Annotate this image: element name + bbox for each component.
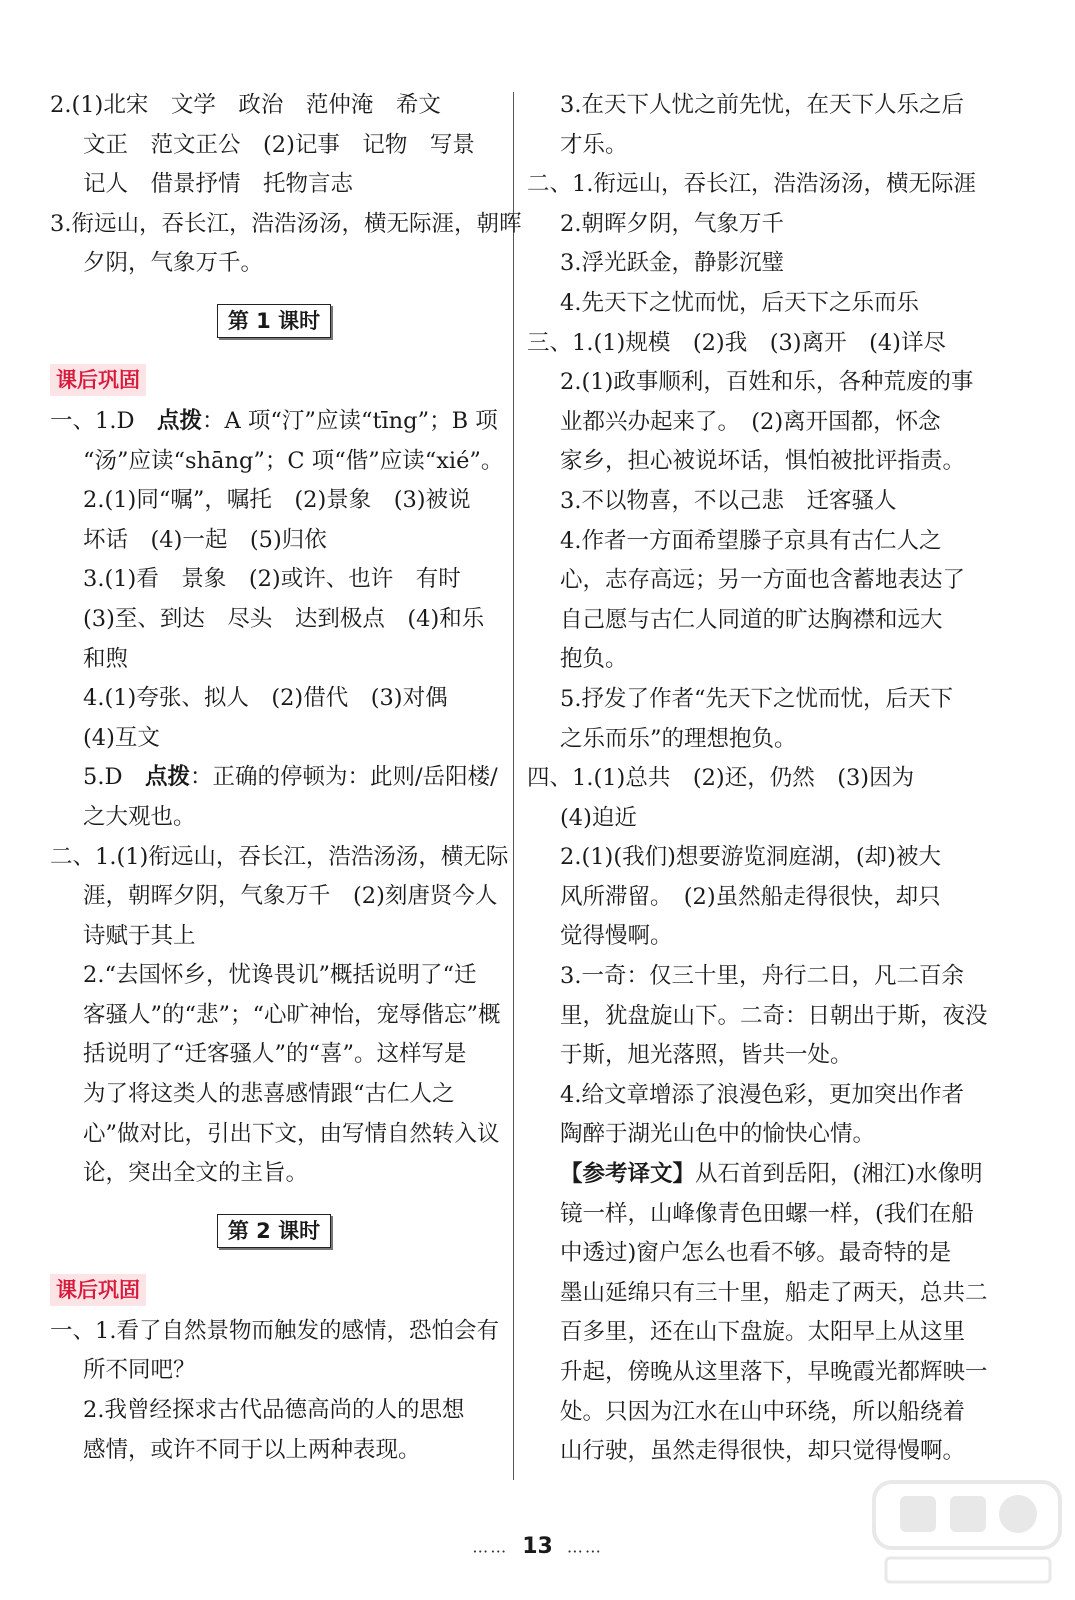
hint-label: 点拨 [157,407,203,434]
text-line: 家乡，担心被说坏话，惧怕被批评指责。 [560,448,966,475]
text-line: (4)互文 [83,724,160,751]
text-line: “汤”应读“shāng”；C 项“偕”应读“xié”。 [83,447,504,474]
text-line: 之大观也。 [83,803,196,830]
lesson-heading [50,1194,498,1268]
text-line: 二、1.衔远山，吞长江，浩浩汤汤，横无际涯 [527,171,976,198]
text-line: 风所滞留。 (2)虽然船走得很快，却只 [560,883,941,910]
text-line: 文正 范文正公 (2)记事 记物 写景 [83,131,475,158]
watermark-logo [872,1462,1064,1590]
text-line: 二、1.(1)衔远山，吞长江，浩浩汤汤，横无际 [50,843,509,870]
text-line [50,758,498,798]
text-line: 4.先天下之忧而忧，后天下之乐而乐 [560,289,919,316]
text-line: 4.(1)夸张、拟人 (2)借代 (3)对偶 [83,685,448,712]
text-line: 心”做对比，引出下文，由写情自然转入议 [83,1120,500,1147]
text-line: 2.“去国怀乡，忧谗畏讥”概括说明了“迁 [83,962,477,989]
text-line [50,402,498,442]
footer-dots-left: …… [472,1537,509,1557]
text-line: 3.(1)看 景象 (2)或许、也许 有时 [83,566,461,593]
text-line: 之乐而乐”的理想抱负。 [560,725,797,752]
text-line: (3)至、到达 尽头 达到极点 (4)和乐 [83,605,485,632]
hint-label: 点拨 [145,764,191,791]
text-line: 记人 借景抒情 托物言志 [83,171,354,198]
text-line: 业都兴办起来了。 (2)离开国都，怀念 [560,408,941,435]
text-line: 5.抒发了作者“先天下之忧而忧，后天下 [560,685,953,712]
text-line: 自己愿与古仁人同道的旷达胸襟和远大 [560,606,943,633]
text-line: 2.朝晖夕阴，气象万千 [560,210,784,237]
text-line: 客骚人”的“悲”；“心旷神怡，宠辱偕忘”概 [83,1001,501,1028]
text-line: 百多里，还在山下盘旋。太阳早上从这里 [560,1319,966,1346]
text-line: 诗赋于其上 [83,922,196,949]
section-label: 课后巩固 [50,1274,146,1306]
text-span: 从石首到岳阳，(湘江)水像明 [695,1161,983,1188]
column-divider [513,92,514,1480]
text-line: 夕阴，气象万千。 [83,250,264,277]
text-line: 感情，或许不同于以上两种表现。 [83,1436,421,1463]
text-span: ：A 项“汀”应读“tīng”；B 项 [202,407,498,434]
left-column [50,86,522,1470]
text-line: 3.在天下人忧之前先忧，在天下人乐之后 [560,92,964,118]
text-line: 为了将这类人的悲喜感情跟“古仁人之 [83,1081,455,1108]
text-line: 才乐。 [560,131,628,158]
page-number: 13 [522,1534,553,1559]
text-line: 升起，傍晚从这里落下，早晚霞光都辉映一 [560,1359,988,1385]
text-line: 2.我曾经探求古代品德高尚的人的思想 [83,1397,465,1424]
text-line: 2.(1)政事顺利，百姓和乐，各种荒废的事 [560,369,974,396]
text-line: 所不同吧？ [83,1357,196,1384]
text-line: 3.浮光跃金，静影沉璧 [560,250,784,277]
text-line: 括说明了“迁客骚人”的“喜”。这样写是 [83,1041,467,1068]
text-line: 镜一样，山峰像青色田螺一样，(我们在船 [560,1200,974,1227]
text-line: 处。只因为江水在山中环绕，所以船绕着 [560,1398,966,1425]
text-line: 3.不以物喜，不以己悲 迁客骚人 [560,487,897,514]
footer-dots-right: …… [566,1537,603,1557]
text-line: 三、1.(1)规模 (2)我 (3)离开 (4)详尽 [527,329,946,356]
text-line: 2.(1)(我们)想要游览洞庭湖，(却)被大 [560,844,941,871]
text-line: 四、1.(1)总共 (2)还，仍然 (3)因为 [527,765,915,792]
right-column [527,86,988,1472]
text-span: 5.D [83,764,146,791]
text-line: 于斯，旭光落照，皆共一处。 [560,1042,853,1069]
lesson-heading [50,284,498,358]
text-span: 一、1.D [50,407,158,434]
text-line: 一、1.看了自然景物而触发的感情，恐怕会有 [50,1317,499,1344]
text-line: 里，犹盘旋山下。二奇：日朝出于斯，夜没 [560,1002,988,1029]
text-line: 心，志存高远；另一方面也含蓄地表达了 [560,567,966,594]
text-line: 和煦 [83,645,129,672]
section-heading [50,358,498,402]
text-line: 中透过)窗户怎么也看不够。最奇特的是 [560,1240,952,1267]
text-line: 坏话 (4)一起 (5)归依 [83,526,327,553]
text-line: 4.给文章增添了浪漫色彩，更加突出作者 [560,1081,964,1108]
text-line: 3.一奇：仅三十里，舟行二日，凡二百余 [560,963,964,990]
text-line: (4)迫近 [560,804,637,831]
text-line: 2.(1)同“嘱”，嘱托 (2)景象 (3)被说 [83,487,471,514]
text-line: 山行驶，虽然走得很快，却只觉得慢啊。 [560,1438,966,1465]
section-label: 课后巩固 [50,364,146,396]
text-span: ：正确的停顿为：此则/岳阳楼/ [190,764,498,791]
text-line: 陶醉于湖光山色中的愉快心情。 [560,1121,876,1148]
text-line: 涯，朝晖夕阴，气象万千 (2)刻唐贤今人 [83,883,498,910]
text-line: 4.作者一方面希望滕子京具有古仁人之 [560,527,942,554]
text-line: 抱负。 [560,646,628,673]
text-line: 论，突出全文的主旨。 [83,1160,309,1187]
text-line: 2.(1)北宋 文学 政治 范仲淹 希文 [50,92,441,118]
section-heading [50,1268,498,1312]
text-line: 觉得慢啊。 [560,923,673,950]
text-line: 3.衔远山，吞长江，浩浩汤汤，横无际涯，朝晖 [50,210,522,237]
text-line [527,1155,983,1195]
text-line: 墨山延绵只有三十里，船走了两天，总共二 [560,1279,988,1306]
reference-translation-label: 【参考译文】 [560,1161,696,1188]
lesson-2-title: 第 2 课时 [217,1214,331,1248]
lesson-1-title: 第 1 课时 [217,304,331,338]
